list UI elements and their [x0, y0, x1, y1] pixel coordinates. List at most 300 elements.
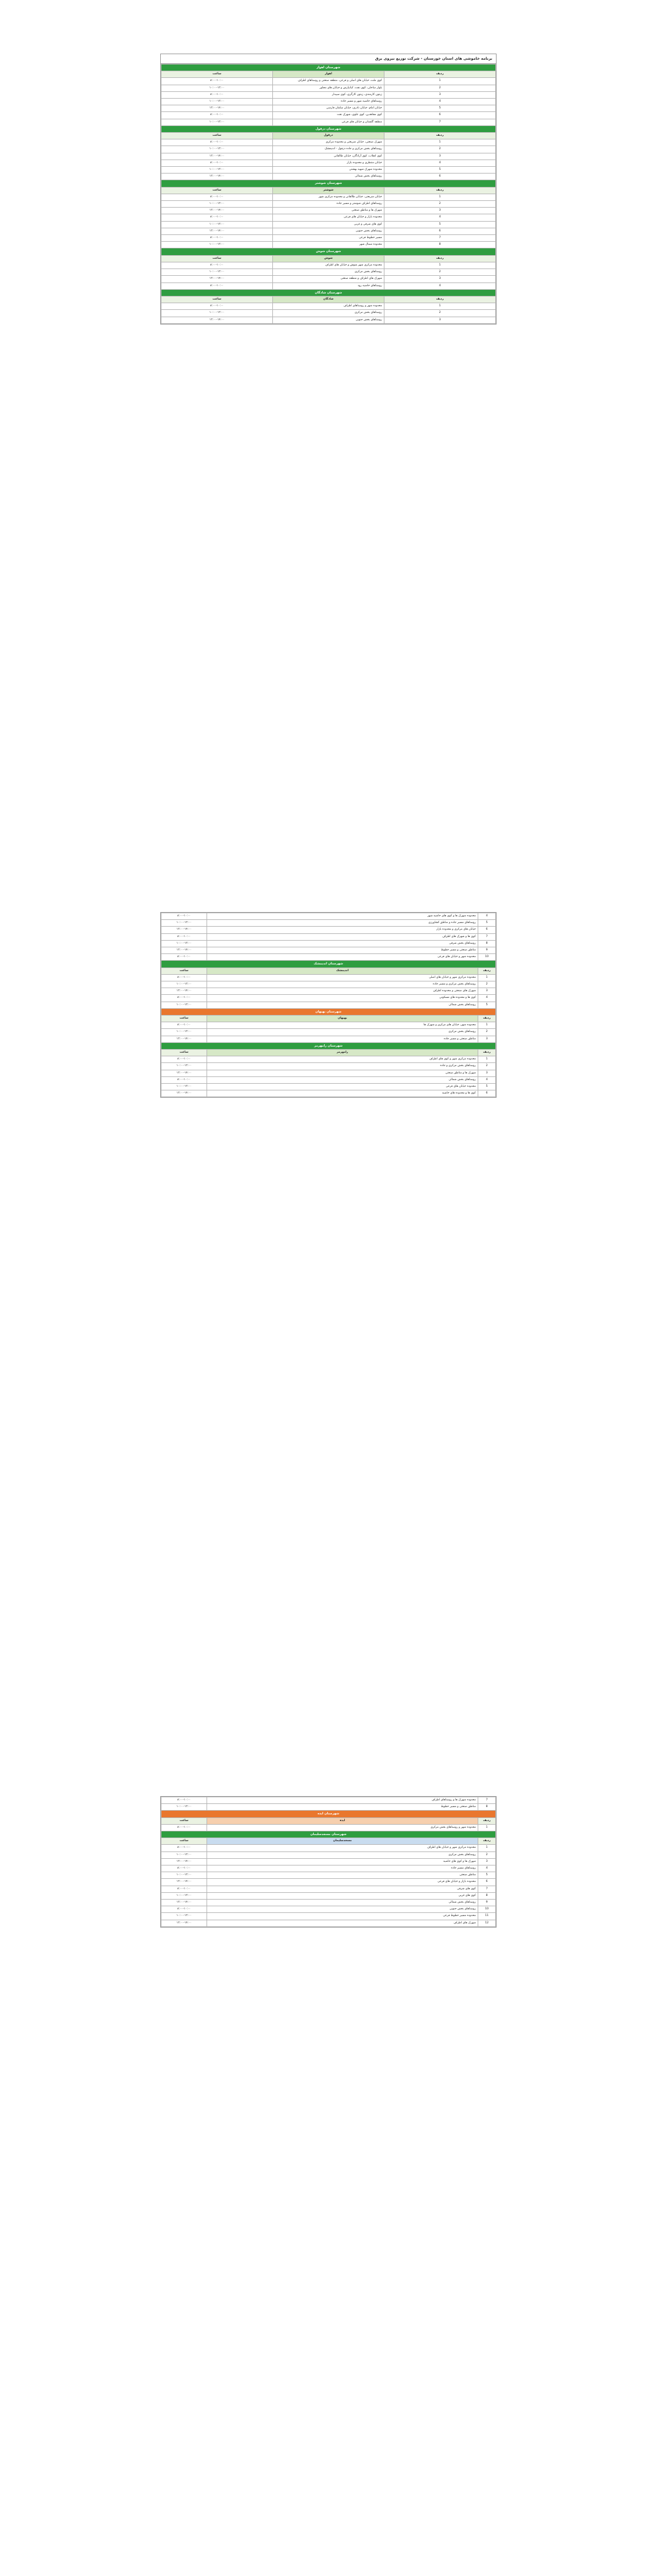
time-range: ۸:۰۰-۱۰:۰۰ — [161, 262, 273, 268]
time-range: ۱۰:۰۰-۱۲:۰۰ — [161, 1913, 207, 1920]
row-number: 2 — [384, 310, 496, 317]
area-description: روستاهای بخش شمالی — [273, 174, 384, 180]
time-range: ۱۰:۰۰-۱۲:۰۰ — [161, 119, 273, 125]
row-number: 1 — [478, 1845, 496, 1851]
column-header-row — [161, 71, 496, 78]
area-description: روستاهای بخش مرکزی و جاده دزفول - اندیمشک — [273, 146, 384, 153]
table-row — [161, 139, 496, 146]
table-row — [161, 1804, 496, 1811]
time-range: ۸:۰۰-۱۰:۰۰ — [161, 995, 207, 1002]
table-row — [161, 99, 496, 105]
row-number-header: ردیف — [384, 71, 496, 78]
row-number-header: ردیف — [384, 133, 496, 139]
area-description: محدوده مسیر خطوط فرعی — [207, 1913, 478, 1920]
row-number: 5 — [478, 1084, 496, 1090]
row-number: 2 — [478, 1851, 496, 1858]
table-row — [161, 1824, 496, 1831]
area-description: خیابان شریعتی، خیابان طالقانی و محدوده مرکزی شهر — [273, 194, 384, 200]
time-header: ساعت — [161, 71, 273, 78]
table-row — [161, 194, 496, 200]
table-row — [161, 91, 496, 98]
time-range: ۱۲:۰۰-۱۴:۰۰ — [161, 1070, 207, 1076]
row-number: 2 — [478, 1029, 496, 1036]
area-description: روستاهای بخش شرقی — [207, 940, 478, 947]
time-range: ۱۰:۰۰-۱۲:۰۰ — [161, 1063, 207, 1070]
table-row — [161, 283, 496, 289]
row-number: 4 — [478, 995, 496, 1002]
area-description: محدوده مرکزی شهر و خیابان های اصلی — [207, 974, 478, 981]
time-range: ۱۰:۰۰-۱۲:۰۰ — [161, 940, 207, 947]
row-number: 2 — [384, 146, 496, 153]
row-number: 4 — [384, 160, 496, 166]
time-range: ۱۰:۰۰-۱۲:۰۰ — [161, 85, 273, 91]
table-row — [161, 1851, 496, 1858]
section-header-row — [161, 1008, 496, 1015]
row-number: 2 — [478, 1063, 496, 1070]
row-number: 8 — [384, 242, 496, 248]
time-range: ۸:۰۰-۱۰:۰۰ — [161, 933, 207, 940]
time-range: ۱۲:۰۰-۱۴:۰۰ — [161, 1900, 207, 1906]
table-row — [161, 1084, 496, 1090]
table-row — [161, 940, 496, 947]
column-header-row — [161, 1050, 496, 1056]
area-description: محدوده مرکزی شهر و کوی های اطراف — [207, 1056, 478, 1063]
area-description: محدوده مرکزی شهر شوش و خیابان های اطراف — [273, 262, 384, 268]
table-row — [161, 174, 496, 180]
row-number: 1 — [478, 974, 496, 981]
subsection-title: اندیمشک — [207, 967, 478, 974]
section-title: شهرستان شادگان — [161, 289, 496, 296]
section-title: شهرستان ایذه — [161, 1811, 496, 1817]
row-number: 1 — [478, 1824, 496, 1831]
subsection-title: مسجدسلیمان — [207, 1838, 478, 1845]
time-range: ۸:۰۰-۱۰:۰۰ — [161, 139, 273, 146]
area-description: شهرک ها و مناطق صنعتی — [273, 208, 384, 214]
page-1 — [160, 54, 497, 325]
section-header-row — [161, 1042, 496, 1049]
area-description: شهرک های اطراف و منطقه صنعتی — [273, 276, 384, 283]
row-number: 7 — [478, 933, 496, 940]
table-row — [161, 988, 496, 995]
area-description: روستاهای بخش شمالی — [207, 1076, 478, 1083]
table-row — [161, 1886, 496, 1892]
row-number: 6 — [384, 174, 496, 180]
table-row — [161, 1076, 496, 1083]
table-row — [161, 1858, 496, 1865]
row-number: 1 — [384, 78, 496, 85]
subsection-title: شوشتر — [273, 187, 384, 194]
row-number: 6 — [478, 927, 496, 933]
area-description: روستاهای حاشیه شهر و مسیر جاده — [273, 99, 384, 105]
subsection-title: رامهرمز — [207, 1050, 478, 1056]
time-range: ۱۰:۰۰-۱۲:۰۰ — [161, 1084, 207, 1090]
time-range: ۱۰:۰۰-۱۲:۰۰ — [161, 201, 273, 208]
row-number: 3 — [384, 91, 496, 98]
area-description: روستاهای بخش مرکزی — [207, 1851, 478, 1858]
area-description: شهرک ها و کوی های حاشیه — [207, 1858, 478, 1865]
time-range: ۱۰:۰۰-۱۲:۰۰ — [161, 1851, 207, 1858]
table-row — [161, 927, 496, 933]
area-description: روستاهای بخش مرکزی و مسیر جاده — [207, 981, 478, 988]
time-range: ۱۰:۰۰-۱۲:۰۰ — [161, 1804, 207, 1811]
section-title: شهرستان اهواز — [161, 65, 496, 71]
table-row — [161, 1002, 496, 1008]
row-number: 2 — [384, 201, 496, 208]
page-2 — [160, 912, 497, 1098]
row-number: 3 — [478, 1070, 496, 1076]
time-header: ساعت — [161, 133, 273, 139]
time-range: ۱۲:۰۰-۱۴:۰۰ — [161, 208, 273, 214]
row-number: 11 — [478, 1913, 496, 1920]
table-row — [161, 1913, 496, 1920]
area-description: زیتون کارمندی، زیتون کارگری، کوی سپیدار — [273, 91, 384, 98]
table-row — [161, 995, 496, 1002]
section-title: شهرستان مسجدسلیمان — [161, 1831, 496, 1838]
row-number: 1 — [384, 194, 496, 200]
area-description: کوی های شرقی — [207, 1886, 478, 1892]
time-range: ۱۲:۰۰-۱۴:۰۰ — [161, 174, 273, 180]
time-range: ۱۰:۰۰-۱۲:۰۰ — [161, 310, 273, 317]
row-number: 8 — [478, 1892, 496, 1899]
section-header-row — [161, 65, 496, 71]
time-range: ۸:۰۰-۱۰:۰۰ — [161, 1022, 207, 1029]
section-header-row — [161, 1811, 496, 1817]
area-description: محدوده شهر و روستاهای بخش مرکزی — [207, 1824, 478, 1831]
table-row — [161, 269, 496, 276]
time-range: ۸:۰۰-۱۰:۰۰ — [161, 1797, 207, 1804]
time-range: ۸:۰۰-۱۰:۰۰ — [161, 283, 273, 289]
time-range: ۸:۰۰-۱۰:۰۰ — [161, 1845, 207, 1851]
table-row — [161, 1056, 496, 1063]
schedule-table — [161, 64, 496, 324]
table-row — [161, 112, 496, 119]
time-range: ۸:۰۰-۱۰:۰۰ — [161, 194, 273, 200]
area-description: کوی های شرقی و غربی — [273, 221, 384, 228]
area-description: مناطق صنعتی و مسیر خطوط — [207, 947, 478, 954]
table-row — [161, 167, 496, 174]
row-number: 1 — [384, 303, 496, 310]
subsection-title: بهبهان — [207, 1016, 478, 1022]
time-range: ۸:۰۰-۱۰:۰۰ — [161, 913, 207, 920]
time-range: ۸:۰۰-۱۰:۰۰ — [161, 1906, 207, 1913]
time-range: ۱۰:۰۰-۱۲:۰۰ — [161, 1029, 207, 1036]
column-header-row — [161, 1838, 496, 1845]
row-number: 1 — [384, 139, 496, 146]
time-range: ۱۲:۰۰-۱۴:۰۰ — [161, 153, 273, 160]
time-range: ۱۲:۰۰-۱۴:۰۰ — [161, 1920, 207, 1926]
area-description: شهرک صنعتی، خیابان شریعتی و محدوده مرکزی — [273, 139, 384, 146]
subsection-title: شادگان — [273, 296, 384, 303]
table-row — [161, 1879, 496, 1886]
row-number-header: ردیف — [478, 1016, 496, 1022]
time-range: ۸:۰۰-۱۰:۰۰ — [161, 1865, 207, 1872]
area-description: محدوده شهر و روستاهای اطراف — [273, 303, 384, 310]
row-number: 1 — [478, 1056, 496, 1063]
time-range: ۱۲:۰۰-۱۴:۰۰ — [161, 1858, 207, 1865]
row-number: 5 — [478, 1872, 496, 1879]
row-number: 2 — [384, 269, 496, 276]
time-range: ۱۲:۰۰-۱۴:۰۰ — [161, 317, 273, 323]
area-description: محدوده بازار و خیابان های فرعی — [207, 1879, 478, 1886]
subsection-title: دزفول — [273, 133, 384, 139]
time-range: ۱۰:۰۰-۱۲:۰۰ — [161, 146, 273, 153]
time-range: ۸:۰۰-۱۰:۰۰ — [161, 974, 207, 981]
schedule-table — [161, 1797, 496, 1927]
table-row — [161, 208, 496, 214]
row-number: 5 — [384, 167, 496, 174]
area-description: روستاهای حاشیه رود — [273, 283, 384, 289]
time-header: ساعت — [161, 967, 207, 974]
time-range: ۱۲:۰۰-۱۴:۰۰ — [161, 1090, 207, 1097]
subsection-title: اهواز — [273, 71, 384, 78]
time-range: ۱۲:۰۰-۱۴:۰۰ — [161, 276, 273, 283]
table-row — [161, 85, 496, 91]
table-row — [161, 974, 496, 981]
section-header-row — [161, 289, 496, 296]
area-description: محدوده شهر، خیابان های مرکزی و شهرک ها — [207, 1022, 478, 1029]
time-range: ۱۰:۰۰-۱۲:۰۰ — [161, 1892, 207, 1899]
schedule-table — [161, 913, 496, 1097]
row-number: 3 — [478, 1858, 496, 1865]
time-range: ۸:۰۰-۱۰:۰۰ — [161, 954, 207, 961]
row-number: 7 — [384, 235, 496, 242]
section-title: شهرستان اندیمشک — [161, 961, 496, 967]
row-number-header: ردیف — [478, 1050, 496, 1056]
table-row — [161, 1036, 496, 1042]
row-number: 9 — [478, 1900, 496, 1906]
row-number: 7 — [478, 1797, 496, 1804]
row-number: 8 — [478, 940, 496, 947]
row-number-header: ردیف — [384, 255, 496, 262]
table-row — [161, 1022, 496, 1029]
row-number: 9 — [478, 947, 496, 954]
row-number: 12 — [478, 1920, 496, 1926]
area-description: روستاهای بخش مرکزی و جاده — [207, 1063, 478, 1070]
row-number: 6 — [478, 1879, 496, 1886]
area-description: مناطق صنعتی و مسیر جاده — [207, 1036, 478, 1042]
time-range: ۱۰:۰۰-۱۲:۰۰ — [161, 1002, 207, 1008]
area-description: شهرک های صنعتی و محدوده اطراف — [207, 988, 478, 995]
section-title: شهرستان شوشتر — [161, 180, 496, 187]
area-description: روستاهای مسیر جاده و مناطق کشاورزی — [207, 920, 478, 927]
area-description: روستاهای بخش شمالی — [207, 1900, 478, 1906]
time-range: ۱۲:۰۰-۱۴:۰۰ — [161, 105, 273, 112]
area-description: منطقه گلستان و خیابان های فرعی — [273, 119, 384, 125]
time-range: ۱۲:۰۰-۱۴:۰۰ — [161, 1879, 207, 1886]
page-3 — [160, 1796, 497, 1928]
row-number: 3 — [384, 276, 496, 283]
area-description: روستاهای بخش مرکزی — [273, 310, 384, 317]
table-row — [161, 1845, 496, 1851]
table-row — [161, 78, 496, 85]
area-description: مناطق صنعتی — [207, 1872, 478, 1879]
table-row — [161, 303, 496, 310]
area-description: خیابان امام، خیابان نادری، خیابان سلمان فارسی — [273, 105, 384, 112]
table-row — [161, 221, 496, 228]
row-number: 5 — [384, 105, 496, 112]
table-row — [161, 310, 496, 317]
time-range: ۱۲:۰۰-۱۴:۰۰ — [161, 1036, 207, 1042]
row-number-header: ردیف — [478, 1838, 496, 1845]
table-row — [161, 920, 496, 927]
time-header: ساعت — [161, 1817, 207, 1824]
table-row — [161, 981, 496, 988]
time-range: ۸:۰۰-۱۰:۰۰ — [161, 303, 273, 310]
row-number: 7 — [384, 119, 496, 125]
area-description: روستاهای بخش مرکزی — [207, 1029, 478, 1036]
column-header-row — [161, 187, 496, 194]
section-title: شهرستان شوش — [161, 248, 496, 255]
table-row — [161, 1872, 496, 1879]
area-description: محدوده خیابان های فرعی — [207, 1084, 478, 1090]
table-row — [161, 1090, 496, 1097]
row-number: 4 — [384, 283, 496, 289]
time-header: ساعت — [161, 1050, 207, 1056]
table-row — [161, 119, 496, 125]
column-header-row — [161, 133, 496, 139]
table-row — [161, 1063, 496, 1070]
subsection-title: ایذه — [207, 1817, 478, 1824]
area-description: روستاهای اطراف شوشتر و مسیر جاده — [273, 201, 384, 208]
time-range: ۱۰:۰۰-۱۲:۰۰ — [161, 981, 207, 988]
time-range: ۱۰:۰۰-۱۲:۰۰ — [161, 920, 207, 927]
time-range: ۸:۰۰-۱۰:۰۰ — [161, 214, 273, 221]
time-range: ۱۰:۰۰-۱۲:۰۰ — [161, 99, 273, 105]
column-header-row — [161, 255, 496, 262]
table-row — [161, 947, 496, 954]
row-number: 2 — [478, 981, 496, 988]
row-number: 2 — [384, 85, 496, 91]
time-range: ۸:۰۰-۱۰:۰۰ — [161, 1824, 207, 1831]
area-description: شهرک ها و مناطق صنعتی — [207, 1070, 478, 1076]
area-description: محدوده شهرک ها و کوی های حاشیه شهر — [207, 913, 478, 920]
area-description: خیابان منتظری و محدوده بازار — [273, 160, 384, 166]
area-description: مناطق صنعتی و مسیر خطوط — [207, 1804, 478, 1811]
row-number: 1 — [478, 1022, 496, 1029]
time-range: ۸:۰۰-۱۰:۰۰ — [161, 91, 273, 98]
row-number-header: ردیف — [478, 967, 496, 974]
table-row — [161, 317, 496, 323]
time-range: ۸:۰۰-۱۰:۰۰ — [161, 1056, 207, 1063]
area-description: شهرک های اطراف — [207, 1920, 478, 1926]
table-row — [161, 1920, 496, 1926]
area-description: روستاهای بخش جنوبی — [273, 317, 384, 323]
table-row — [161, 160, 496, 166]
time-range: ۱۲:۰۰-۱۴:۰۰ — [161, 927, 207, 933]
row-number-header: ردیف — [478, 1817, 496, 1824]
time-range: ۸:۰۰-۱۰:۰۰ — [161, 1076, 207, 1083]
table-row — [161, 1865, 496, 1872]
row-number: 3 — [384, 208, 496, 214]
column-header-row — [161, 1817, 496, 1824]
area-description: خیابان های مرکزی و محدوده بازار — [207, 927, 478, 933]
time-range: ۸:۰۰-۱۰:۰۰ — [161, 78, 273, 85]
time-range: ۱۰:۰۰-۱۲:۰۰ — [161, 167, 273, 174]
section-title: شهرستان دزفول — [161, 125, 496, 132]
table-row — [161, 954, 496, 961]
row-number: 3 — [478, 988, 496, 995]
time-header: ساعت — [161, 255, 273, 262]
section-header-row — [161, 180, 496, 187]
area-description: کوی ها و شهرک های اطراف — [207, 933, 478, 940]
row-number: 6 — [384, 228, 496, 234]
time-range: ۱۰:۰۰-۱۲:۰۰ — [161, 1872, 207, 1879]
time-range: ۱۰:۰۰-۱۲:۰۰ — [161, 269, 273, 276]
area-description: کوی ملت، خیابان های اصلی و فرعی، منطقه صنعتی و روستاهای اطراف — [273, 78, 384, 85]
area-description: روستاهای بخش جنوبی — [273, 228, 384, 234]
table-row — [161, 228, 496, 234]
column-header-row — [161, 1016, 496, 1022]
row-number: 6 — [384, 112, 496, 119]
table-row — [161, 1070, 496, 1076]
time-range: ۸:۰۰-۱۰:۰۰ — [161, 112, 273, 119]
area-description: کوی ها و محدوده های حاشیه — [207, 1090, 478, 1097]
time-header: ساعت — [161, 1838, 207, 1845]
area-description: کوی ها و محدوده های مسکونی — [207, 995, 478, 1002]
area-description: بلوار ساحلی، کوی نفت، کیانپارس و خیابان های مجاور — [273, 85, 384, 91]
table-row — [161, 913, 496, 920]
section-header-row — [161, 961, 496, 967]
row-number: 5 — [384, 221, 496, 228]
area-description: محدوده شمال شهر — [273, 242, 384, 248]
table-row — [161, 1029, 496, 1036]
table-row — [161, 276, 496, 283]
row-number: 5 — [478, 1002, 496, 1008]
row-number: 3 — [384, 317, 496, 323]
row-number: 4 — [478, 1076, 496, 1083]
section-header-row — [161, 248, 496, 255]
time-range: ۱۲:۰۰-۱۴:۰۰ — [161, 988, 207, 995]
time-header: ساعت — [161, 296, 273, 303]
area-description: روستاهای بخش مرکزی — [273, 269, 384, 276]
time-range: ۱۲:۰۰-۱۴:۰۰ — [161, 228, 273, 234]
row-number: 3 — [384, 153, 496, 160]
row-number: 4 — [478, 913, 496, 920]
row-number: 5 — [478, 920, 496, 927]
area-description: مسیر خطوط فرعی — [273, 235, 384, 242]
area-description: محدوده شهر و خیابان های فرعی — [207, 954, 478, 961]
area-description: محدوده بازار و خیابان های فرعی — [273, 214, 384, 221]
area-description: کوی انقلاب، کوی آزادگان، خیابان طالقانی — [273, 153, 384, 160]
row-number: 10 — [478, 1906, 496, 1913]
row-number: 4 — [384, 214, 496, 221]
time-range: ۸:۰۰-۱۰:۰۰ — [161, 235, 273, 242]
column-header-row — [161, 967, 496, 974]
table-row — [161, 262, 496, 268]
row-number: 6 — [478, 1090, 496, 1097]
area-description: کوی های غربی — [207, 1892, 478, 1899]
table-row — [161, 105, 496, 112]
table-row — [161, 214, 496, 221]
table-row — [161, 235, 496, 242]
area-description: محدوده شهرک ها و روستاهای اطراف — [207, 1797, 478, 1804]
time-range: ۱۰:۰۰-۱۲:۰۰ — [161, 242, 273, 248]
time-range: ۸:۰۰-۱۰:۰۰ — [161, 160, 273, 166]
time-range: ۱۰:۰۰-۱۲:۰۰ — [161, 221, 273, 228]
section-header-row — [161, 125, 496, 132]
time-range: ۸:۰۰-۱۰:۰۰ — [161, 1886, 207, 1892]
table-row — [161, 146, 496, 153]
area-description: محدوده شهرک شهید بهشتی — [273, 167, 384, 174]
row-number: 7 — [478, 1886, 496, 1892]
area-description: محدوده مرکزی شهر و خیابان های اطراف — [207, 1845, 478, 1851]
time-header: ساعت — [161, 187, 273, 194]
area-description: روستاهای مسیر جاده — [207, 1865, 478, 1872]
table-row — [161, 153, 496, 160]
table-row — [161, 933, 496, 940]
table-row — [161, 1892, 496, 1899]
table-row — [161, 1797, 496, 1804]
